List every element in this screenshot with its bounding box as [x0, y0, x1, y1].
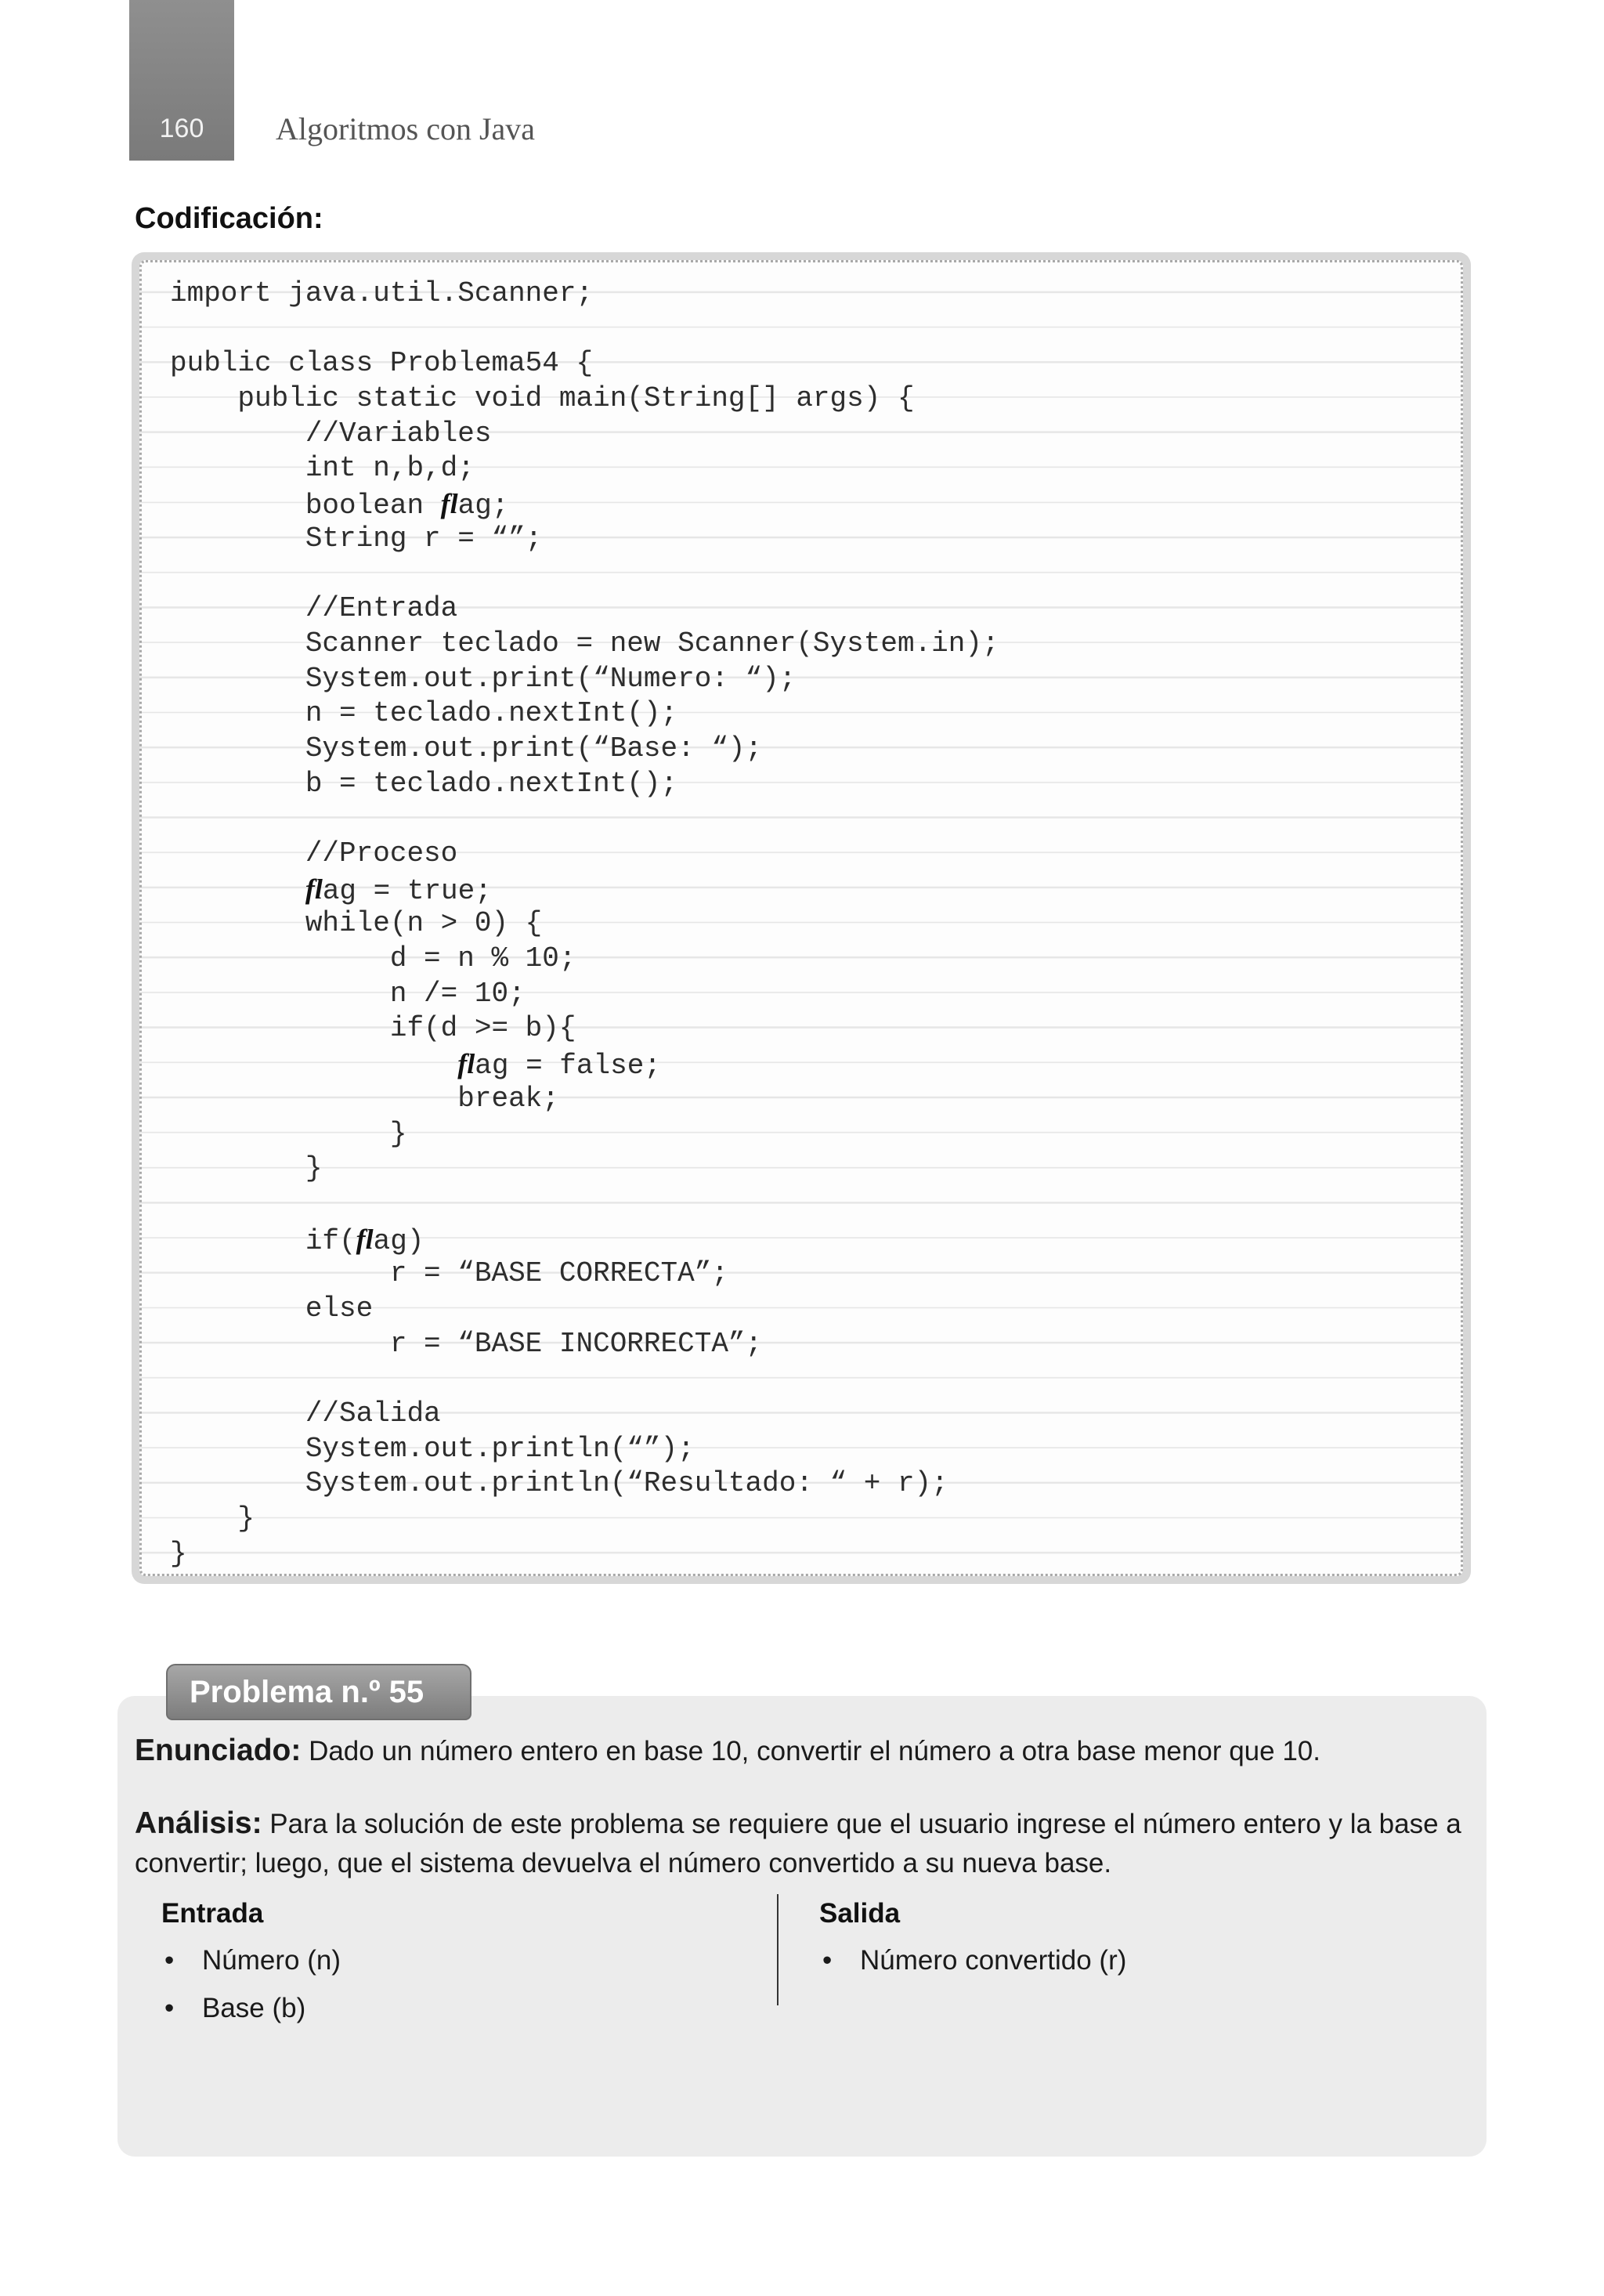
code-line [170, 381, 999, 417]
code-line [170, 1537, 999, 1572]
code-line [170, 942, 999, 977]
salida-heading: Salida [819, 1898, 901, 1929]
code-line [170, 451, 999, 486]
code-line [170, 1222, 999, 1257]
code-text: Scanner teclado = new Scanner(System.in); [170, 627, 999, 660]
code-line [170, 801, 999, 837]
code-line [170, 486, 999, 522]
enunciado-label: Enunciado: [135, 1734, 302, 1767]
code-line [170, 312, 999, 347]
code-line [170, 696, 999, 732]
code-line [170, 662, 999, 697]
code-line [170, 1432, 999, 1467]
code-line [170, 1397, 999, 1432]
list-item [164, 1993, 305, 2024]
code-text: if( [170, 1224, 356, 1257]
code-text: } [170, 1502, 255, 1535]
code-text: n = teclado.nextInt(); [170, 697, 678, 730]
bullet: • [822, 1945, 833, 1976]
code-line [170, 1292, 999, 1327]
code-text: public class Problema54 { [170, 347, 594, 380]
code-text: int n,b,d; [170, 452, 475, 485]
code-text: } [170, 1117, 407, 1150]
bullet: • [164, 1945, 175, 1976]
code-text [170, 875, 305, 907]
column-divider [777, 1894, 779, 2005]
code-text: boolean [170, 490, 441, 522]
code-line [170, 732, 999, 767]
code-text: r = “BASE INCORRECTA”; [170, 1327, 763, 1360]
analisis-paragraph [135, 1804, 1476, 1883]
code-line [170, 1011, 999, 1047]
analisis-text: Para la solución de este problema se requiere que el usuario ingrese el número entero y la base a convertir; luego, que el sistema devuelva el número convertido a su nueva base. [135, 1809, 1461, 1878]
code-text: n /= 10; [170, 977, 526, 1010]
list-item [822, 1945, 1126, 1976]
entrada-heading: Entrada [161, 1898, 264, 1929]
code-text: public static void main(String[] args) { [170, 382, 915, 415]
code-block-inner [139, 260, 1463, 1576]
entrada-item-text: Base (b) [202, 1993, 306, 2023]
code-text: //Salida [170, 1397, 441, 1430]
code-text: break; [170, 1082, 559, 1115]
enunciado-text: Dado un número entero en base 10, convertir el número a otra base menor que 10. [301, 1736, 1320, 1766]
code-text: r = “BASE CORRECTA”; [170, 1257, 728, 1290]
code-line [170, 906, 999, 942]
code-text: if(d >= b){ [170, 1012, 576, 1045]
running-title: Algoritmos con Java [276, 111, 536, 146]
code-text: //Proceso [170, 837, 458, 870]
code-line [170, 1256, 999, 1292]
code-text: System.out.print(“Numero: “); [170, 662, 797, 695]
code-text: ag; [457, 490, 509, 522]
code-line [170, 557, 999, 592]
code-text: //Entrada [170, 592, 458, 625]
code-line [170, 1502, 999, 1537]
code-text: while(n > 0) { [170, 907, 543, 940]
code-line [170, 1361, 999, 1397]
code-line [170, 1117, 999, 1152]
code-line [170, 346, 999, 381]
list-item [164, 1945, 341, 1976]
code-line [170, 1082, 999, 1117]
code-block [132, 252, 1471, 1584]
flag-ligature: fl [305, 873, 323, 905]
code-text: System.out.println(“Resultado: “ + r); [170, 1467, 948, 1500]
code-line [170, 627, 999, 662]
entrada-item-text: Número (n) [202, 1945, 341, 1976]
code-text: String r = “”; [170, 522, 543, 555]
code-line [170, 1466, 999, 1502]
code-text: //Variables [170, 417, 492, 450]
code-line [170, 1152, 999, 1187]
code-line [170, 591, 999, 627]
code-text: import java.util.Scanner; [170, 277, 594, 309]
code-text: System.out.print(“Base: “); [170, 732, 763, 765]
enunciado-paragraph [135, 1731, 1476, 1771]
code-line [170, 1187, 999, 1222]
problem-tab: Problema n.º 55 [166, 1664, 471, 1720]
code-text: System.out.println(“”); [170, 1432, 695, 1465]
code-text: } [170, 1152, 323, 1185]
flag-ligature: fl [356, 1223, 374, 1255]
code-text: ag = false; [475, 1050, 661, 1083]
code-line [170, 522, 999, 557]
code-text: b = teclado.nextInt(); [170, 767, 678, 800]
code-line [170, 1047, 999, 1082]
code-text: else [170, 1292, 374, 1325]
code-text: d = n % 10; [170, 942, 576, 975]
code-text: ag = true; [322, 874, 492, 907]
flag-ligature: fl [440, 488, 458, 520]
code-line [170, 1327, 999, 1362]
page-number: 160 [159, 114, 204, 143]
code-text: ag) [373, 1224, 424, 1257]
code-line [170, 277, 999, 312]
code-line [170, 767, 999, 802]
analisis-label: Análisis: [135, 1806, 262, 1840]
bullet: • [164, 1993, 175, 2023]
code-line [170, 837, 999, 872]
section-heading: Codificación: [135, 202, 323, 235]
code-text [170, 1050, 457, 1082]
code-text: } [170, 1537, 187, 1570]
code-line [170, 417, 999, 452]
salida-item-text: Número convertido (r) [860, 1945, 1127, 1976]
code-lines [170, 277, 999, 1571]
code-line [170, 977, 999, 1012]
flag-ligature: fl [457, 1048, 475, 1080]
code-line [170, 872, 999, 907]
